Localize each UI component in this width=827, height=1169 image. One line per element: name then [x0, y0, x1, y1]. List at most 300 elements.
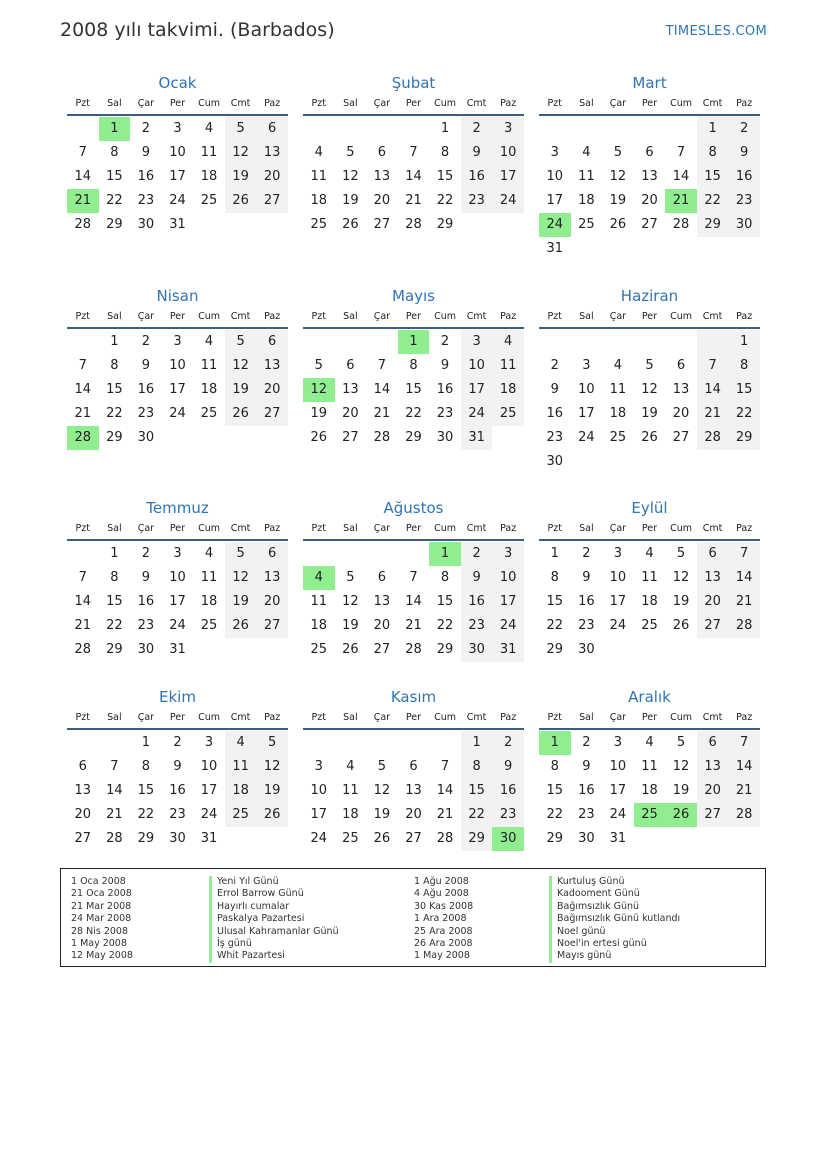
day-grid — [539, 329, 760, 474]
day-cell: 28 — [405, 217, 422, 232]
weekday-label: Pzt — [547, 712, 562, 723]
day-grid — [67, 730, 288, 851]
day-cell: 3 — [582, 358, 591, 373]
day-cell: 22 — [106, 618, 123, 633]
day-cell: 1 — [141, 735, 151, 750]
day-cell: 11 — [310, 169, 328, 184]
day-cell: 24 — [169, 618, 186, 633]
brand-link[interactable]: TIMESLES.COM — [665, 24, 767, 39]
day-cell: 30 — [728, 213, 760, 237]
holiday-name: Ulusal Kahramanlar Günü — [209, 926, 339, 938]
weekday-label: Çar — [373, 712, 391, 723]
day-cell: 3 — [492, 117, 524, 141]
day-cell: 26 — [373, 831, 391, 846]
day-cell: 12 — [641, 382, 658, 397]
day-cell: 5 — [225, 542, 257, 566]
day-cell: 3 — [173, 546, 182, 561]
day-cell: 1 — [697, 117, 729, 141]
empty-cell — [539, 117, 571, 141]
day-cell: 26 — [609, 217, 627, 232]
day-cell: 9 — [492, 755, 524, 779]
day-cell: 14 — [728, 755, 760, 779]
day-cell: 9 — [440, 358, 450, 373]
day-cell: 11 — [492, 354, 524, 378]
day-cell: 27 — [74, 831, 92, 846]
day-cell: 2 — [173, 735, 182, 750]
day-cell: 2 — [141, 334, 151, 349]
day-cell: 26 — [225, 402, 257, 426]
holiday-list — [60, 868, 766, 967]
weekday-label: Pzt — [547, 523, 562, 534]
day-cell: 7 — [78, 145, 87, 160]
day-grid — [539, 116, 760, 261]
day-cell: 23 — [137, 193, 155, 208]
month-1 — [67, 72, 288, 237]
day-cell: 16 — [461, 590, 493, 614]
weekday-label: Paz — [500, 523, 517, 534]
day-cell: 17 — [578, 406, 595, 421]
weekday-label: Pzt — [75, 311, 90, 322]
empty-cell — [366, 542, 398, 566]
day-cell: 12 — [609, 169, 627, 184]
weekday-label: Pzt — [311, 712, 326, 723]
weekday-label: Pzt — [75, 523, 90, 534]
weekday-label: Per — [641, 523, 658, 534]
day-cell: 7 — [377, 358, 387, 373]
empty-cell — [303, 542, 335, 566]
day-cell: 18 — [609, 406, 627, 421]
day-cell: 18 — [310, 618, 328, 633]
weekday-label: Paz — [736, 98, 753, 109]
day-cell: 26 — [641, 430, 658, 445]
month-name: Ağustos — [383, 499, 444, 517]
day-cell: 12 — [342, 169, 359, 184]
day-cell: 30 — [137, 217, 155, 232]
day-cell: 11 — [310, 594, 328, 609]
day-cell: 25 — [578, 217, 595, 232]
holiday-day-cell: 12 — [303, 378, 335, 402]
weekday-label: Per — [405, 311, 422, 322]
day-grid — [539, 541, 760, 662]
day-cell: 2 — [728, 117, 760, 141]
holiday-day-cell: 1 — [99, 117, 131, 141]
day-cell: 18 — [342, 807, 359, 822]
holiday-name: Kurtuluş Günü — [549, 876, 680, 888]
day-grid — [67, 116, 288, 237]
day-cell: 15 — [405, 382, 422, 397]
weekday-header — [67, 94, 288, 116]
day-cell: 22 — [546, 807, 564, 822]
day-cell: 6 — [676, 358, 686, 373]
day-cell: 7 — [110, 759, 119, 774]
day-cell: 14 — [106, 783, 123, 798]
day-cell: 2 — [582, 546, 591, 561]
day-cell: 15 — [436, 169, 454, 184]
holiday-names-right — [549, 876, 680, 963]
day-cell: 3 — [492, 542, 524, 566]
day-cell: 29 — [106, 217, 123, 232]
day-cell: 12 — [225, 566, 257, 590]
day-cell: 28 — [74, 217, 92, 232]
weekday-label: Per — [169, 712, 186, 723]
day-cell: 20 — [641, 193, 658, 208]
day-cell: 9 — [461, 566, 493, 590]
day-cell: 22 — [405, 406, 422, 421]
day-cell: 22 — [436, 618, 454, 633]
day-cell: 28 — [697, 426, 729, 450]
holiday-name: Yeni Yıl Günü — [209, 876, 339, 888]
holiday-day-cell: 21 — [67, 189, 99, 213]
empty-cell — [335, 731, 367, 755]
day-cell: 5 — [346, 145, 355, 160]
weekday-label: Cmt — [230, 523, 251, 534]
weekday-label: Cmt — [230, 712, 251, 723]
day-cell: 26 — [225, 189, 257, 213]
day-cell: 25 — [609, 430, 627, 445]
holiday-day-cell: 28 — [67, 426, 99, 450]
day-cell: 25 — [310, 642, 328, 657]
weekday-label: Çar — [609, 98, 627, 109]
holiday-date: 21 Oca 2008 — [71, 888, 132, 900]
holiday-date: 25 Ara 2008 — [414, 925, 473, 937]
holiday-names-left — [209, 876, 339, 963]
day-cell: 11 — [578, 169, 595, 184]
day-cell: 30 — [169, 831, 186, 846]
day-cell: 4 — [492, 330, 524, 354]
day-cell: 8 — [728, 354, 760, 378]
day-cell: 17 — [546, 193, 564, 208]
day-cell: 25 — [200, 193, 218, 208]
day-cell: 30 — [137, 642, 155, 657]
holiday-dates-right — [414, 876, 473, 963]
day-cell: 31 — [546, 241, 564, 256]
day-cell: 19 — [641, 406, 658, 421]
day-cell: 2 — [461, 542, 493, 566]
day-cell: 16 — [492, 779, 524, 803]
day-cell: 11 — [200, 358, 218, 373]
day-cell: 22 — [546, 618, 564, 633]
day-cell: 10 — [200, 759, 218, 774]
day-cell: 18 — [200, 594, 218, 609]
day-cell: 21 — [405, 193, 422, 208]
day-cell: 27 — [697, 803, 729, 827]
weekday-label: Çar — [137, 311, 155, 322]
weekday-label: Sal — [579, 712, 594, 723]
day-cell: 4 — [613, 358, 623, 373]
day-cell: 5 — [645, 358, 654, 373]
day-cell: 22 — [106, 193, 123, 208]
day-cell: 28 — [405, 642, 422, 657]
day-cell: 21 — [436, 807, 454, 822]
day-cell: 11 — [342, 783, 359, 798]
day-cell: 8 — [440, 570, 450, 585]
day-cell: 26 — [310, 430, 328, 445]
day-cell: 6 — [697, 731, 729, 755]
day-cell: 25 — [200, 618, 218, 633]
weekday-label: Paz — [736, 311, 753, 322]
weekday-header — [67, 307, 288, 329]
day-cell: 21 — [697, 402, 729, 426]
weekday-label: Cum — [434, 311, 456, 322]
holiday-name: Noel'in ertesi günü — [549, 938, 680, 950]
day-grid — [303, 730, 524, 851]
weekday-label: Sal — [579, 523, 594, 534]
day-cell: 19 — [373, 807, 391, 822]
weekday-label: Çar — [609, 311, 627, 322]
weekday-label: Per — [405, 98, 422, 109]
month-5 — [303, 285, 524, 450]
holiday-date: 28 Nis 2008 — [71, 925, 128, 937]
month-9 — [539, 497, 760, 662]
weekday-label: Çar — [373, 523, 391, 534]
day-cell: 29 — [546, 831, 564, 846]
day-cell: 13 — [405, 783, 422, 798]
day-cell: 15 — [436, 594, 454, 609]
weekday-label: Çar — [137, 98, 155, 109]
day-cell: 31 — [169, 217, 186, 232]
day-cell: 23 — [169, 807, 186, 822]
day-cell: 9 — [582, 570, 591, 585]
day-cell: 25 — [225, 803, 257, 827]
empty-cell — [67, 117, 99, 141]
weekday-label: Pzt — [311, 311, 326, 322]
day-cell: 25 — [200, 406, 218, 421]
day-cell: 22 — [137, 807, 155, 822]
day-cell: 22 — [697, 189, 729, 213]
day-cell: 28 — [106, 831, 123, 846]
day-cell: 6 — [409, 759, 418, 774]
holiday-date: 1 May 2008 — [71, 938, 127, 950]
weekday-label: Cmt — [230, 311, 251, 322]
day-cell: 13 — [74, 783, 92, 798]
weekday-label: Sal — [343, 712, 358, 723]
day-cell: 20 — [405, 807, 422, 822]
weekday-label: Paz — [264, 712, 281, 723]
day-cell: 26 — [225, 614, 257, 638]
empty-cell — [303, 330, 335, 354]
weekday-label: Sal — [107, 523, 122, 534]
day-grid — [303, 116, 524, 237]
holiday-name: Bağımsızlık Günü kutlandı — [549, 913, 680, 925]
day-cell: 26 — [256, 803, 288, 827]
weekday-label: Sal — [343, 311, 358, 322]
holiday-date: 1 May 2008 — [414, 950, 470, 962]
day-cell: 29 — [728, 426, 760, 450]
day-cell: 28 — [728, 614, 760, 638]
day-cell: 27 — [373, 217, 391, 232]
day-cell: 14 — [728, 566, 760, 590]
day-cell: 2 — [461, 117, 493, 141]
weekday-label: Per — [641, 712, 658, 723]
weekday-label: Pzt — [311, 98, 326, 109]
day-cell: 20 — [74, 807, 92, 822]
day-cell: 9 — [550, 382, 559, 397]
empty-cell — [602, 330, 634, 354]
day-cell: 7 — [409, 570, 418, 585]
day-cell: 29 — [697, 213, 729, 237]
weekday-label: Paz — [264, 98, 281, 109]
day-cell: 14 — [74, 169, 92, 184]
holiday-day-cell: 30 — [492, 827, 524, 851]
empty-cell — [571, 330, 603, 354]
day-cell: 13 — [256, 354, 288, 378]
day-cell: 30 — [578, 642, 595, 657]
day-cell: 10 — [546, 169, 564, 184]
day-cell: 30 — [436, 430, 454, 445]
weekday-label: Cum — [670, 98, 692, 109]
day-cell: 5 — [613, 145, 623, 160]
day-cell: 30 — [578, 831, 595, 846]
empty-cell — [697, 330, 729, 354]
day-cell: 29 — [106, 430, 123, 445]
day-cell: 21 — [74, 618, 92, 633]
day-cell: 8 — [461, 755, 493, 779]
weekday-label: Sal — [107, 98, 122, 109]
day-cell: 18 — [200, 382, 218, 397]
day-cell: 4 — [204, 546, 214, 561]
day-cell: 1 — [110, 334, 119, 349]
month-12 — [539, 686, 760, 851]
weekday-label: Paz — [264, 523, 281, 534]
weekday-label: Per — [405, 712, 422, 723]
day-cell: 27 — [373, 642, 391, 657]
day-cell: 16 — [728, 165, 760, 189]
day-cell: 21 — [405, 618, 422, 633]
weekday-label: Cmt — [230, 98, 251, 109]
day-cell: 31 — [492, 638, 524, 662]
day-cell: 22 — [728, 402, 760, 426]
day-cell: 25 — [310, 217, 328, 232]
day-cell: 18 — [310, 193, 328, 208]
day-cell: 6 — [645, 145, 654, 160]
weekday-label: Cmt — [702, 523, 723, 534]
day-cell: 6 — [697, 542, 729, 566]
day-cell: 8 — [110, 570, 119, 585]
weekday-label: Cmt — [466, 523, 487, 534]
day-cell: 14 — [436, 783, 454, 798]
day-cell: 17 — [609, 783, 627, 798]
empty-cell — [665, 330, 697, 354]
day-cell: 24 — [578, 430, 595, 445]
day-cell: 23 — [546, 430, 564, 445]
day-cell: 8 — [409, 358, 418, 373]
day-cell: 22 — [106, 406, 123, 421]
day-cell: 18 — [641, 783, 658, 798]
day-cell: 24 — [169, 193, 186, 208]
empty-cell — [398, 117, 430, 141]
month-name: Ocak — [158, 74, 197, 92]
day-cell: 14 — [74, 594, 92, 609]
day-cell: 7 — [440, 759, 450, 774]
day-cell: 29 — [461, 827, 493, 851]
day-cell: 27 — [641, 217, 658, 232]
day-cell: 5 — [676, 546, 686, 561]
weekday-label: Per — [169, 311, 186, 322]
weekday-label: Cum — [670, 712, 692, 723]
weekday-label: Paz — [500, 98, 517, 109]
day-cell: 17 — [609, 594, 627, 609]
day-cell: 28 — [436, 831, 454, 846]
day-cell: 10 — [169, 358, 186, 373]
empty-cell — [335, 117, 367, 141]
weekday-header — [303, 708, 524, 730]
day-cell: 25 — [492, 402, 524, 426]
day-cell: 14 — [405, 594, 422, 609]
day-cell: 18 — [225, 779, 257, 803]
month-name: Kasım — [390, 688, 437, 706]
day-cell: 14 — [697, 378, 729, 402]
day-cell: 23 — [137, 618, 155, 633]
day-cell: 5 — [676, 735, 686, 750]
weekday-label: Sal — [107, 311, 122, 322]
weekday-header — [303, 307, 524, 329]
day-cell: 9 — [173, 759, 182, 774]
day-cell: 10 — [169, 570, 186, 585]
day-cell: 9 — [461, 141, 493, 165]
day-cell: 3 — [173, 334, 182, 349]
day-cell: 3 — [461, 330, 493, 354]
empty-cell — [67, 542, 99, 566]
month-6 — [539, 285, 760, 474]
day-cell: 8 — [550, 759, 559, 774]
day-cell: 7 — [78, 570, 87, 585]
day-cell: 5 — [377, 759, 387, 774]
empty-cell — [539, 330, 571, 354]
holiday-day-cell: 1 — [429, 542, 461, 566]
weekday-label: Sal — [343, 523, 358, 534]
day-cell: 10 — [169, 145, 186, 160]
day-cell: 21 — [74, 406, 92, 421]
weekday-label: Cum — [198, 98, 220, 109]
day-cell: 3 — [613, 546, 623, 561]
day-cell: 20 — [672, 406, 690, 421]
day-cell: 20 — [697, 779, 729, 803]
month-name: Şubat — [391, 74, 436, 92]
day-cell: 10 — [492, 566, 524, 590]
day-cell: 16 — [578, 594, 595, 609]
day-cell: 6 — [78, 759, 87, 774]
day-cell: 2 — [582, 735, 591, 750]
day-cell: 20 — [256, 378, 288, 402]
day-cell: 6 — [377, 570, 387, 585]
day-cell: 4 — [204, 334, 214, 349]
day-cell: 16 — [461, 165, 493, 189]
day-cell: 1 — [728, 330, 760, 354]
day-cell: 14 — [373, 382, 391, 397]
day-cell: 19 — [342, 618, 359, 633]
month-11 — [303, 686, 524, 851]
weekday-label: Çar — [373, 311, 391, 322]
day-cell: 16 — [137, 594, 155, 609]
day-cell: 26 — [342, 217, 359, 232]
holiday-name: Whit Pazartesi — [209, 950, 339, 962]
month-10 — [67, 686, 288, 851]
day-cell: 6 — [256, 117, 288, 141]
weekday-label: Per — [641, 311, 658, 322]
day-cell: 27 — [405, 831, 422, 846]
day-cell: 15 — [137, 783, 155, 798]
day-cell: 12 — [342, 594, 359, 609]
day-cell: 24 — [200, 807, 218, 822]
empty-cell — [366, 117, 398, 141]
weekday-label: Çar — [609, 712, 627, 723]
day-cell: 10 — [578, 382, 595, 397]
day-cell: 17 — [200, 783, 218, 798]
day-cell: 23 — [728, 189, 760, 213]
day-cell: 1 — [110, 546, 119, 561]
empty-cell — [634, 330, 666, 354]
day-cell: 28 — [373, 430, 391, 445]
